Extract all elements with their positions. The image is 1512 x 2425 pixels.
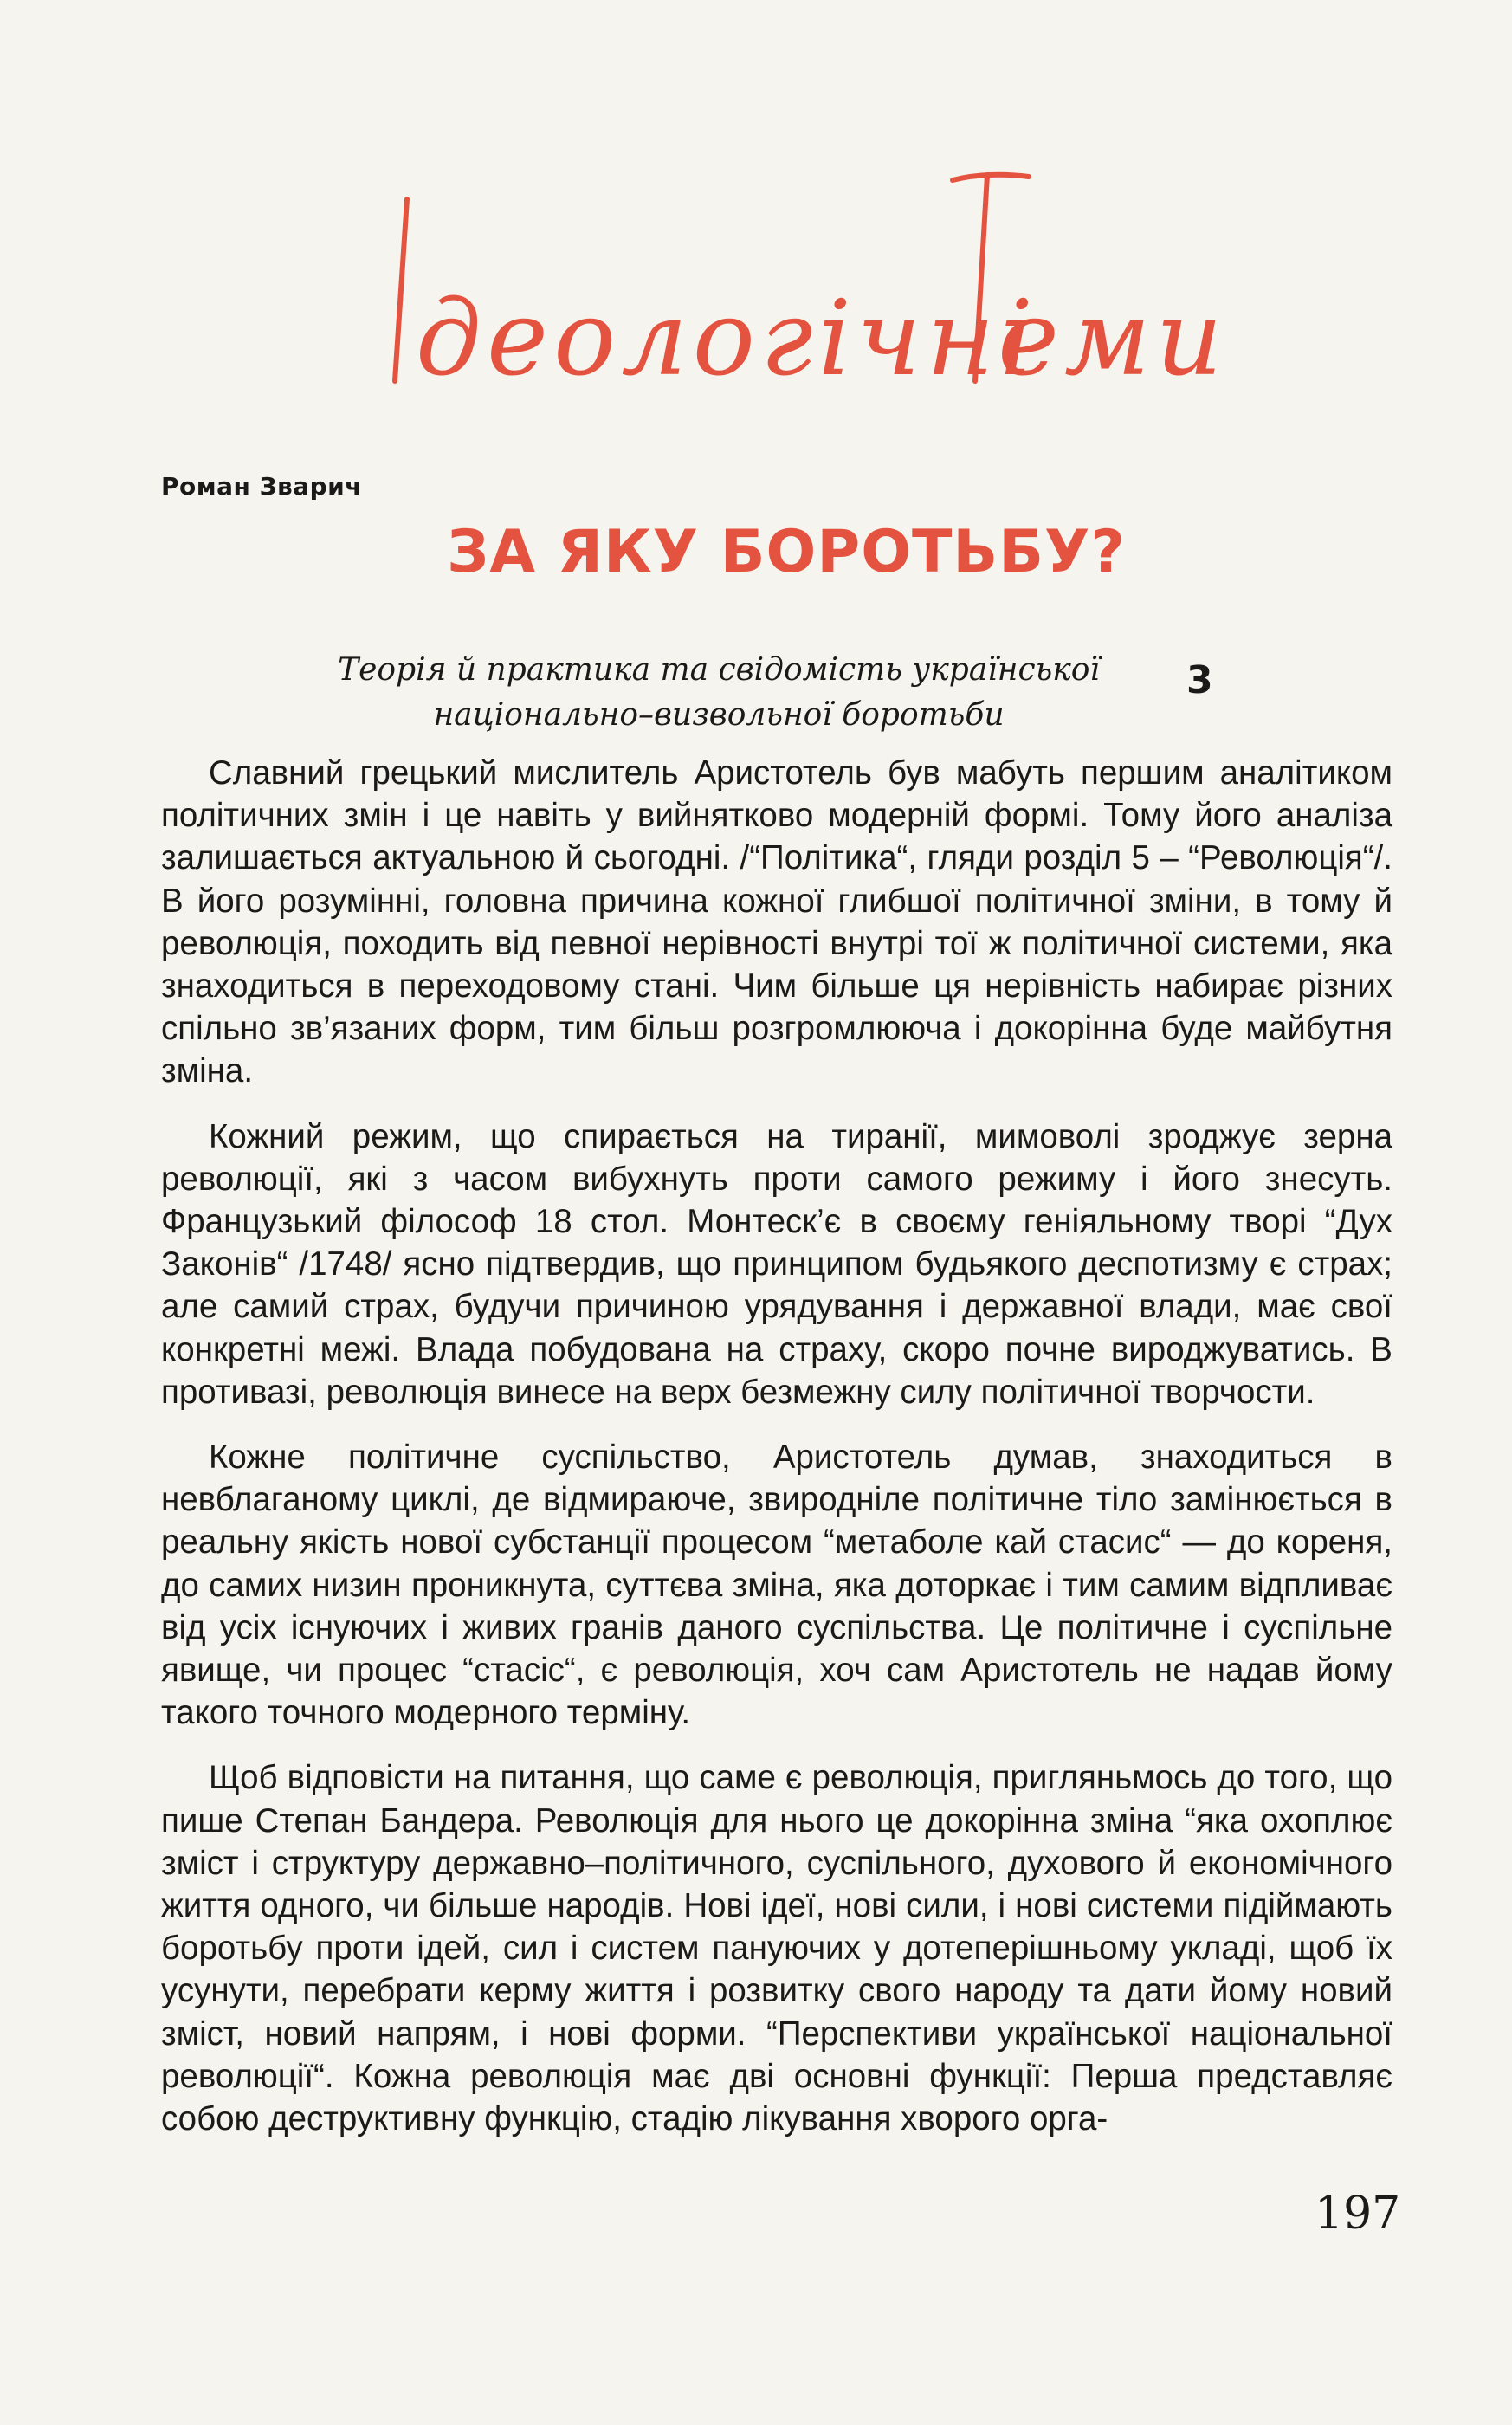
subtitle-line-2: національно–визвольної боротьби [433,697,1005,733]
article-title: ЗА ЯКУ БОРОТЬБУ? [447,518,1126,586]
paragraph: Кожне політичне суспільство, Аристотель думав, знаходиться в невблаганому циклі, де відмираюче, звироднілe політичне тіло замінюється в реальну якість нової субстанції процесом “метаболе кай стасис“ — до кореня, до самих низин проникнута, суттєва зміна, яка доторкає і тим самим відпливає від усіх існуючих і живих гранів даного суспільства. Це політичне і суспільне явище, чи процес “стасіс“, є революція, хоч сам Аристотель не надав йому такого точного модерного терміну. [161,1439,1392,1732]
article-subtitle [286,648,1152,738]
article-body [161,752,1392,2163]
paragraph: Кожний режим, що спирається на тиранії, мимоволі зроджує зерна революції, які з часом вибухнуть проти самого режиму і його знесуть. Французький філософ 18 стол. Монтеск’є в своєму геніяльному творі “Дух Законів“ /1748/ ясно підтвердив, що принципом будьякого деспотизму є страх; але самий страх, будучи причиною урядування і державної влади, має свої конкретні межі. Влада побудована на страху, скоро почне вироджуватись. В противазі, революція винесе на верх безмежну силу політичної творчости. [161,1117,1392,1411]
section-title-lettering [381,165,1228,450]
author-name: Роман Зварич [161,472,363,501]
paragraph: Славний грецький мислитель Аристотель був мабуть першим аналітиком політичних змін і це навіть у вийнятково модерній формі. Тому його аналіза залишається актуальною й сьогодні. /“Політика“, гляди розділ 5 – “Революція“/. В його розумінні, головна причина кожної глибшої політичної зміни, в тому й революція, походить від певної нерівності внутрі тої ж політичної системи, яка знаходиться в переходовому стані. Чим більше ця нерівність набирає різних спільно зв’язаних форм, тим більш розгромлююча і докорінна буде майбутня зміна. [161,754,1392,1090]
part-number: 3 [1186,658,1213,702]
svg-text:деологічні: деологічні [416,279,1039,399]
subtitle-line-1: Теорія й практика та свідомість української [338,652,1100,688]
section-title [381,165,1228,450]
page-number: 197 [1315,2188,1401,2240]
paragraph: Щоб відповісти на питання, що саме є революція, пригляньмось до того, що пише Степан Бандера. Революція для нього це докорінна зміна “яка охоплює зміст і структуру державно–політичного, суспільного, духового й економічного життя одного, чи більше народів. Нові ідеї, нові сили, і нові системи підіймають боротьбу проти ідей, сил і систем пануючих у дотеперішньому укладі, щоб їх усунути, перебрати керму життя і розвитку свого народу та дати йому новий зміст, новий напрям, і нові форми. “Перспективи української національної революції“. Кожна революція має дві основні функції: Перша представляє собою деструктивну функцію, стадію лікування хворого орга- [161,1759,1392,2138]
svg-text:еми: еми [998,279,1228,399]
